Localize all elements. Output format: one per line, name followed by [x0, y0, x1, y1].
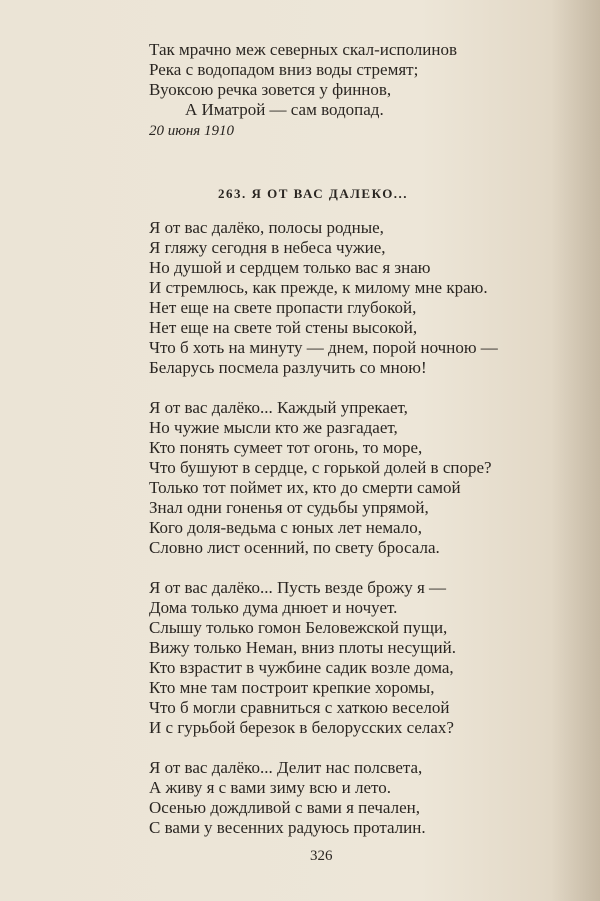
- stanza2-line-6: Знал одни гоненья от судьбы упрямой,: [149, 498, 429, 517]
- prev-line-2: Река с водопадом вниз воды стремят;: [149, 60, 419, 79]
- stanza2-line-4: Что бушуют в сердце, с горькой долей в споре?: [149, 458, 492, 477]
- stanza4-line-1: Я от вас далёко... Делит нас полсвета,: [149, 758, 423, 777]
- prev-line-3: Вуоксою речка зовется у финнов,: [149, 80, 392, 99]
- stanza1-line-8: Беларусь посмела разлучить со мною!: [149, 358, 427, 377]
- stanza3-line-2: Дома только дума днюет и ночует.: [149, 598, 398, 617]
- stanza4-line-2: А живу я с вами зиму всю и лето.: [149, 778, 391, 797]
- stanza3-line-6: Кто мне там построит крепкие хоромы,: [149, 678, 435, 697]
- stanza3-line-1: Я от вас далёко... Пусть везде брожу я —: [149, 578, 447, 597]
- stanza1-line-3: Но душой и сердцем только вас я знаю: [149, 258, 431, 277]
- prev-line-1: Так мрачно меж северных скал-исполинов: [149, 40, 457, 59]
- stanza1-line-5: Нет еще на свете пропасти глубокой,: [149, 298, 417, 317]
- page-number: 326: [310, 848, 333, 864]
- poem-date: 20 июня 1910: [149, 123, 234, 139]
- stanza3-line-8: И с гурьбой березок в белорусских селах?: [149, 718, 454, 737]
- stanza4-line-4: С вами у весенних радуюсь проталин.: [149, 818, 426, 837]
- stanza2-line-8: Словно лист осенний, по свету бросала.: [149, 538, 440, 557]
- stanza2-line-7: Кого доля-ведьма с юных лет немало,: [149, 518, 422, 537]
- stanza1-line-4: И стремлюсь, как прежде, к милому мне краю.: [149, 278, 488, 297]
- stanza3-line-5: Кто взрастит в чужбине садик возле дома,: [149, 658, 454, 677]
- stanza3-line-3: Слышу только гомон Беловежской пущи,: [149, 618, 448, 637]
- stanza1-line-1: Я от вас далёко, полосы родные,: [149, 218, 384, 237]
- stanza1-line-7: Что б хоть на минуту — днем, порой ночною —: [149, 338, 498, 357]
- stanza3-line-7: Что б могли сравниться с хаткою веселой: [149, 698, 450, 717]
- stanza2-line-2: Но чужие мысли кто же разгадает,: [149, 418, 398, 437]
- stanza1-line-2: Я гляжу сегодня в небеса чужие,: [149, 238, 386, 257]
- stanza1-line-6: Нет еще на свете той стены высокой,: [149, 318, 418, 337]
- stanza2-line-5: Только тот поймет их, кто до смерти самой: [149, 478, 461, 497]
- prev-line-4: А Иматрой — сам водопад.: [185, 100, 384, 119]
- stanza2-line-3: Кто понять сумеет тот огонь, то море,: [149, 438, 423, 457]
- stanza2-line-1: Я от вас далёко... Каждый упрекает,: [149, 398, 408, 417]
- page-edge-shadow: [550, 0, 600, 901]
- stanza3-line-4: Вижу только Неман, вниз плоты несущий.: [149, 638, 456, 657]
- poem-title: 263. Я ОТ ВАС ДАЛЕКО...: [218, 186, 409, 201]
- stanza4-line-3: Осенью дождливой с вами я печален,: [149, 798, 420, 817]
